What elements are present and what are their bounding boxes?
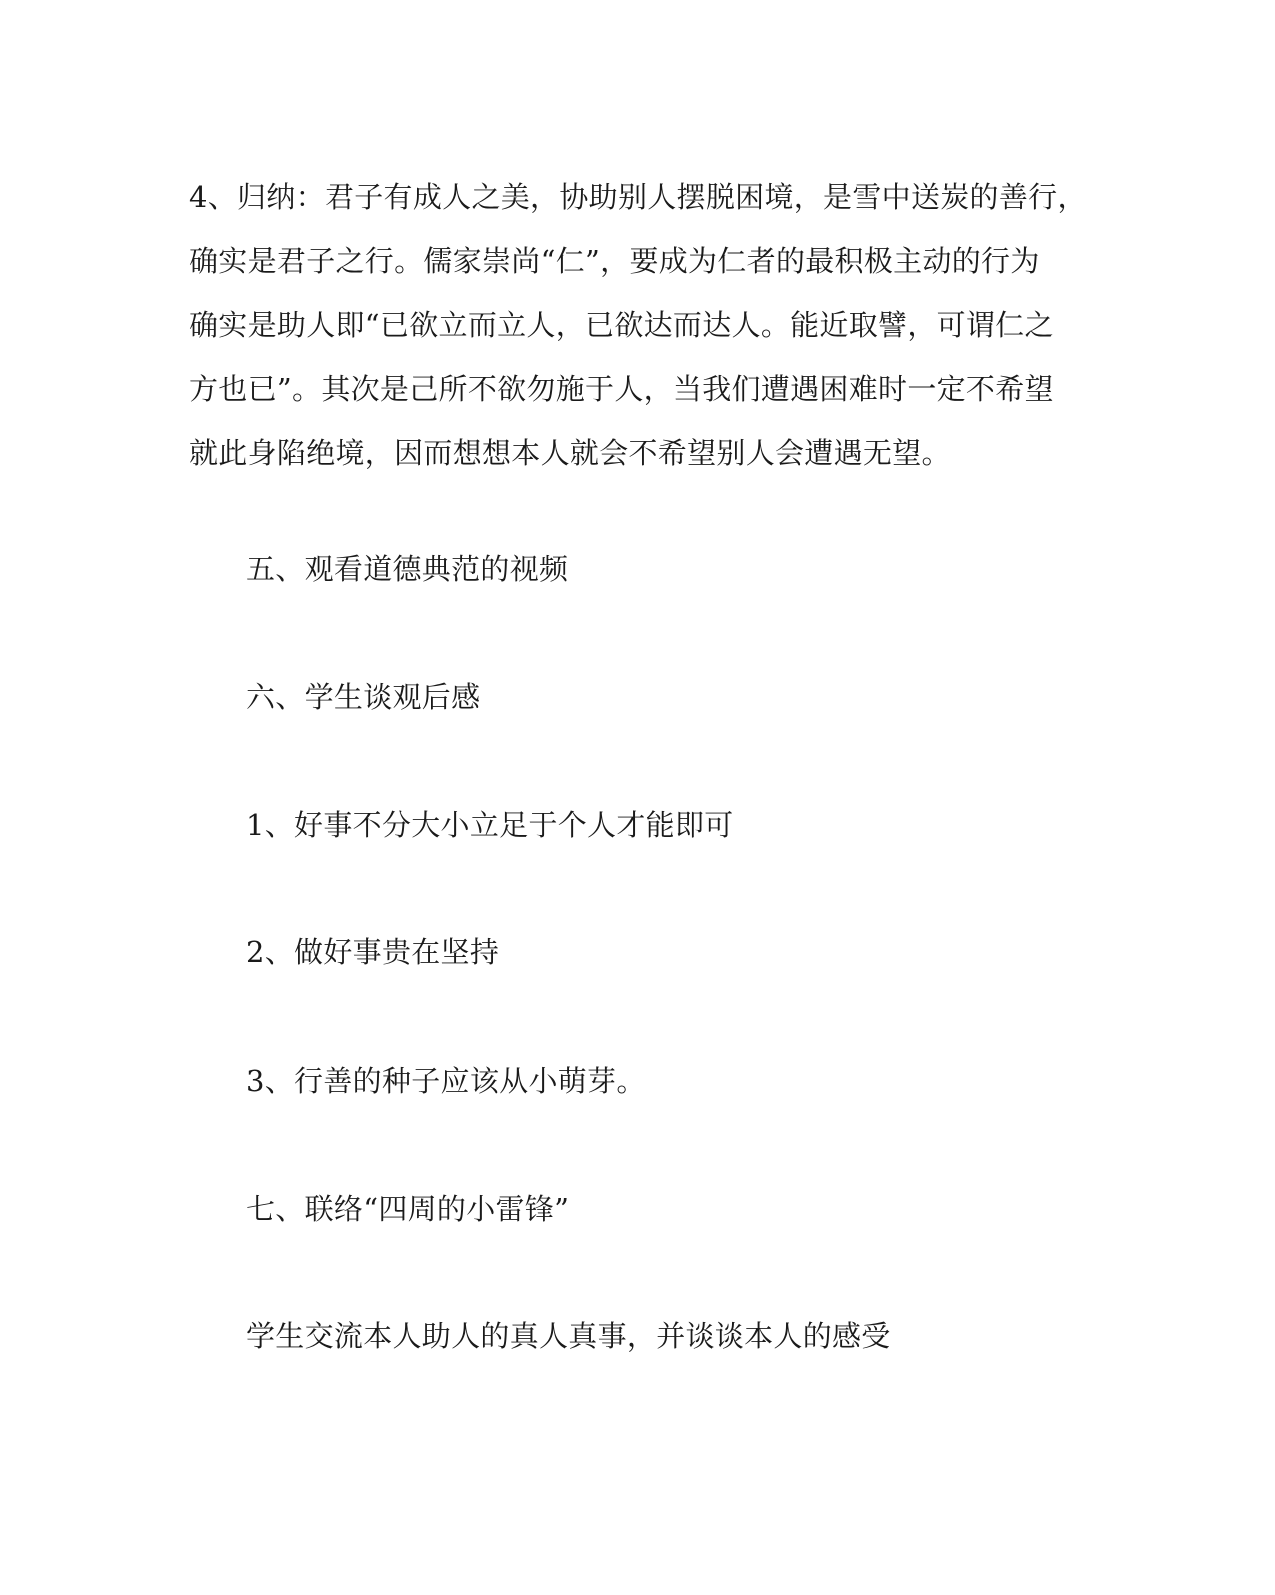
paragraph-line: 4、归纳：君子有成人之美，协助别人摆脱困境，是雪中送炭的善行， — [189, 180, 1087, 214]
list-item-1: 1、好事不分大小立足于个人才能即可 — [246, 808, 734, 842]
section-heading-6: 六、学生谈观后感 — [246, 680, 481, 714]
list-item-2: 2、做好事贵在坚持 — [246, 935, 500, 969]
section-heading-7: 七、联络“四周的小雷锋” — [246, 1192, 570, 1226]
summary-paragraph — [189, 165, 1087, 485]
paragraph-line: 确实是助人即“已欲立而立人，已欲达而达人。能近取譬，可谓仁之 — [189, 308, 1054, 342]
paragraph-line: 方也已”。其次是己所不欲勿施于人，当我们遭遇困难时一定不希望 — [189, 372, 1054, 406]
paragraph-line: 确实是君子之行。儒家崇尚“仁”，要成为仁者的最积极主动的行为 — [189, 244, 1040, 278]
section-heading-5: 五、观看道德典范的视频 — [246, 552, 569, 586]
list-item-3: 3、行善的种子应该从小萌芽。 — [246, 1064, 646, 1098]
activity-text: 学生交流本人助人的真人真事，并谈谈本人的感受 — [246, 1319, 891, 1353]
paragraph-line: 就此身陷绝境，因而想想本人就会不希望别人会遭遇无望。 — [189, 436, 951, 470]
